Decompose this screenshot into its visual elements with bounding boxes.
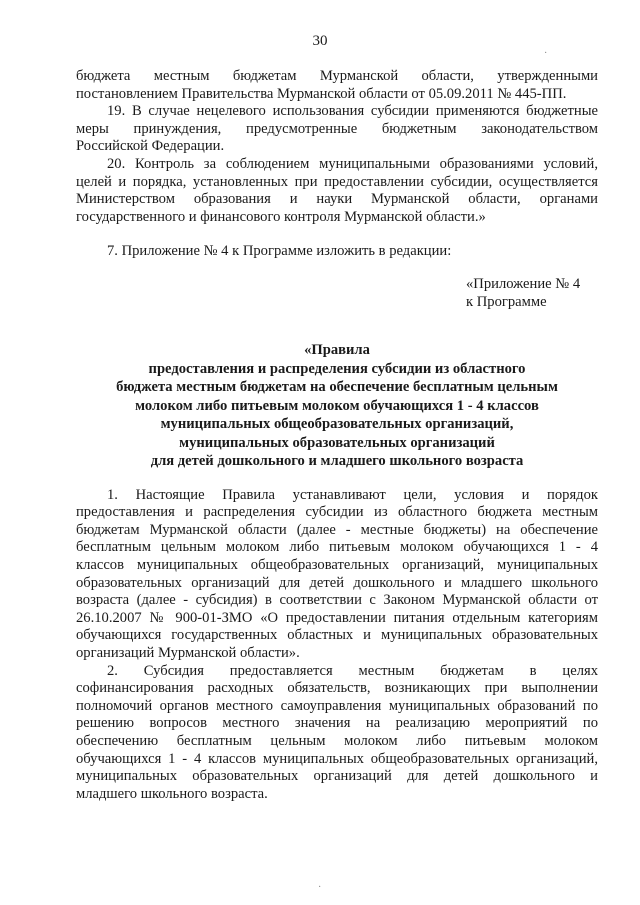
title-line: муниципальных образовательных организаций xyxy=(179,434,495,451)
paragraph-7: 7. Приложение № 4 к Программе изложить в редакции: xyxy=(107,243,452,260)
annex-line: «Приложение № 4 xyxy=(466,275,581,292)
annex-line: к Программе xyxy=(466,293,547,310)
rule-1-line: образовательных организаций для детей дошкольного и младшего школьного xyxy=(76,574,598,591)
title-line: бюджета местным бюджетам на обеспечение бесплатным цельным xyxy=(116,379,558,396)
rule-1-line: возраста (далее - субсидия) в соответствии с Законом Мурманской области от xyxy=(76,592,598,609)
rules-title xyxy=(76,341,598,471)
rule-2 xyxy=(76,663,598,804)
rule-2-line: 2. Субсидия предоставляется местным бюджетам в целях xyxy=(107,662,598,679)
rule-1-line: бесплатным цельным молоком либо питьевым молоком обучающихся 1 - 4 xyxy=(76,539,598,556)
rule-2-line: младшего школьного возраста. xyxy=(76,785,268,802)
rule-1-line: классов муниципальных общеобразовательных организаций, муниципальных xyxy=(76,557,598,573)
rule-2-line: решению вопросов местного значения на реализацию мероприятий по xyxy=(76,715,598,732)
paragraph-20-line: целей и порядка, установленных при предоставлении субсидии, осуществляется xyxy=(76,173,598,190)
page-number: 30 xyxy=(312,33,328,49)
rule-1-line: предоставления и распределения субсидии из областного бюджета местным xyxy=(76,504,598,521)
rule-2-line: обеспечению бесплатным цельным молоком либо питьевым молоком xyxy=(76,732,598,749)
rule-2-line: полномочий органов местного самоуправления муниципальных образований по xyxy=(76,697,598,714)
title-line: «Правила xyxy=(304,342,370,359)
title-line: для детей дошкольного и младшего школьного возраста xyxy=(150,453,524,470)
document-body xyxy=(76,68,598,803)
title-line: предоставления и распределения субсидии из областного xyxy=(148,360,526,377)
paragraph-20-line: Министерством образования и науки Мурманской области, органами xyxy=(76,191,598,208)
rule-2-line: муниципальных образовательных организаций для детей дошкольного и xyxy=(76,768,598,785)
rule-1 xyxy=(76,487,598,663)
rule-1-line: 1. Настоящие Правила устанавливают цели, условия и порядок xyxy=(107,486,598,503)
rule-1-line: организаций Мурманской области». xyxy=(76,644,300,661)
paragraph-19-line: Российской Федерации. xyxy=(76,138,225,155)
paragraph-line: постановлением Правительства Мурманской области от 05.09.2011 № 445-ПП. xyxy=(76,85,567,102)
title-line: муниципальных общеобразовательных организаций, xyxy=(160,416,514,433)
title-line: молоком либо питьевым молоком обучающихся 1 - 4 классов xyxy=(135,397,539,414)
rule-1-line: бюджетам Мурманской области (далее - местные бюджеты) на обеспечение xyxy=(76,521,598,538)
rule-1-line: 26.10.2007 № 900-01-ЗМО «О предоставлении питания отдельным категориям xyxy=(76,609,598,626)
scan-speck: · xyxy=(544,48,548,59)
paragraph-19-line: 19. В случае нецелевого использования субсидии применяются бюджетные xyxy=(107,103,598,120)
paragraph-line: бюджета местным бюджетам Мурманской области, утвержденными xyxy=(76,68,598,84)
paragraph-20-line: государственного и финансового контроля Мурманской области.» xyxy=(76,208,486,225)
rule-2-line: софинансирования расходных обязательств, возникающих при выполнении xyxy=(76,680,598,697)
rule-2-line: обучающихся 1 - 4 классов муниципальных общеобразовательных организаций, xyxy=(76,750,598,767)
paragraph-19-line: меры принуждения, предусмотренные бюджетным законодательством xyxy=(76,120,598,137)
rule-1-line: обучающихся государственных областных и муниципальных образовательных xyxy=(76,627,598,644)
scan-speck: · xyxy=(318,882,322,893)
paragraph-20-line: 20. Контроль за соблюдением муниципальными образованиями условий, xyxy=(107,155,598,172)
annex-reference xyxy=(466,276,598,311)
